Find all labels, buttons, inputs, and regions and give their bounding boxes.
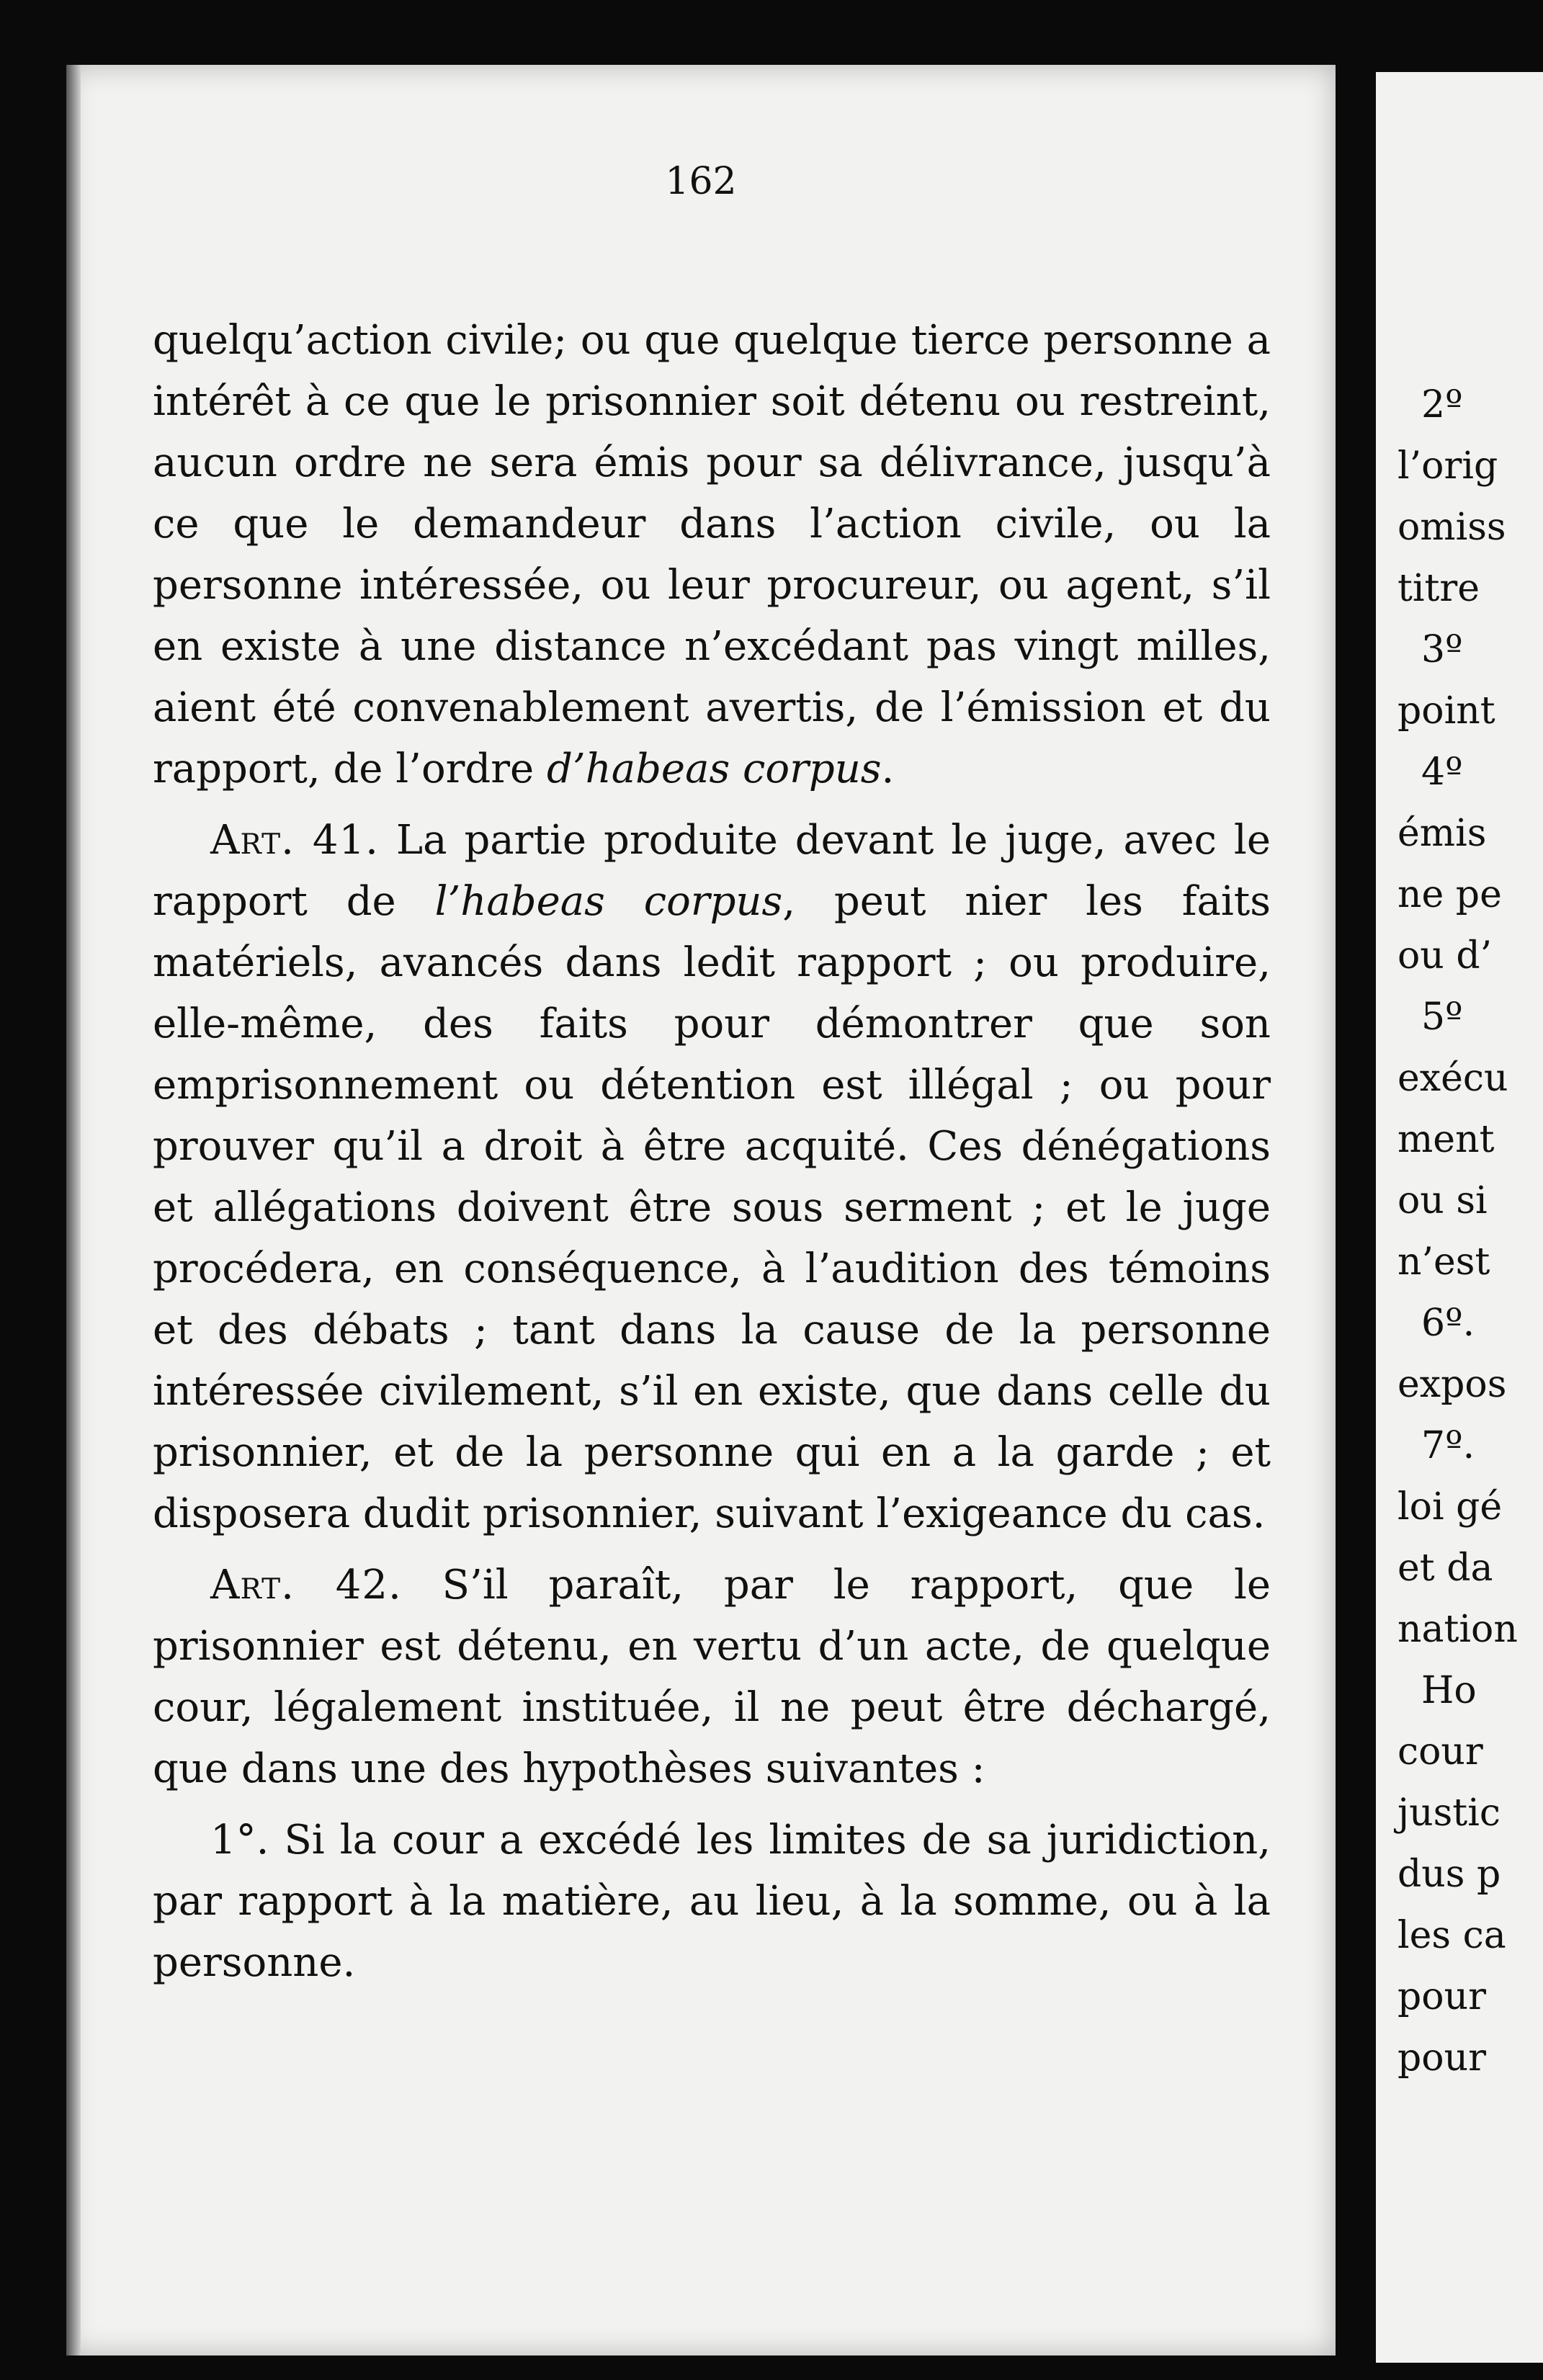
p1-italic: d’habeas corpus xyxy=(546,746,882,792)
paragraph-item-1 xyxy=(153,1809,1271,1993)
p2-text-a: La partie produite devant le juge, avec le rapport de xyxy=(153,817,1271,925)
p2-text-c: , peut nier les faits matériels, avancés dans ledit rapport ; ou produire, elle-même, des faits pour démontrer que son emprisonnement ou détention est illégal ; ou pour prouver qu’il a droit à être acquité. Ces dénégations et allégations doivent être sous serment ; et le juge procédera, en conséquence, à l’audition des témoins et des débats ; tant dans la cause de la personne intéressée civilement, s’il en existe, que dans celle du prisonnier, et de la personne qui en a la garde ; et disposera dudit prisonnier, suivant l’exigeance du cas. xyxy=(153,878,1271,1537)
paragraph-art-41 xyxy=(153,810,1271,1544)
left-page-edge xyxy=(66,65,81,2356)
p3-text: S’il paraît, par le rapport, que le prisonnier est détenu, en vertu d’un acte, de quelque cour, légalement instituée, il ne peut être déchargé, que dans une des hypothèses suivantes : xyxy=(153,1562,1271,1792)
p1-end: . xyxy=(881,746,895,792)
article-label-42: Art. 42. xyxy=(210,1562,402,1609)
right-page-text: 2º l’orig omiss titre 3º point 4º émis ne pe ou d’ 5º exécu ment ou si n’est 6º. expos 7º. loi gé et da nation Ho cour justic dus p les ca pour pour xyxy=(1397,383,1518,2080)
right-page-fragment xyxy=(1376,72,1543,2363)
article-label-41: Art. 41. xyxy=(210,817,379,864)
p1-text: quelqu’action civile; ou que quelque tierce personne a intérêt à ce que le prisonnier soit détenu ou restreint, aucun ordre ne sera émis pour sa délivrance, jusqu’à ce que le demandeur dans l’action civile, ou la personne intéressée, ou leur procureur, ou agent, s’il en existe à une distance n’excédant pas vingt milles, aient été convenablement avertis, de l’émission et du rapport, de l’ordre xyxy=(153,317,1271,792)
p4-text: 1°. Si la cour a excédé les limites de sa juridiction, par rapport à la matière, au lieu, à la somme, ou à la personne. xyxy=(153,1817,1271,1986)
body-text xyxy=(153,310,1271,1993)
page-number: 162 xyxy=(665,160,737,203)
p2-italic: l’habeas corpus xyxy=(434,878,783,925)
paragraph-1 xyxy=(153,310,1271,800)
paragraph-art-42 xyxy=(153,1554,1271,1799)
